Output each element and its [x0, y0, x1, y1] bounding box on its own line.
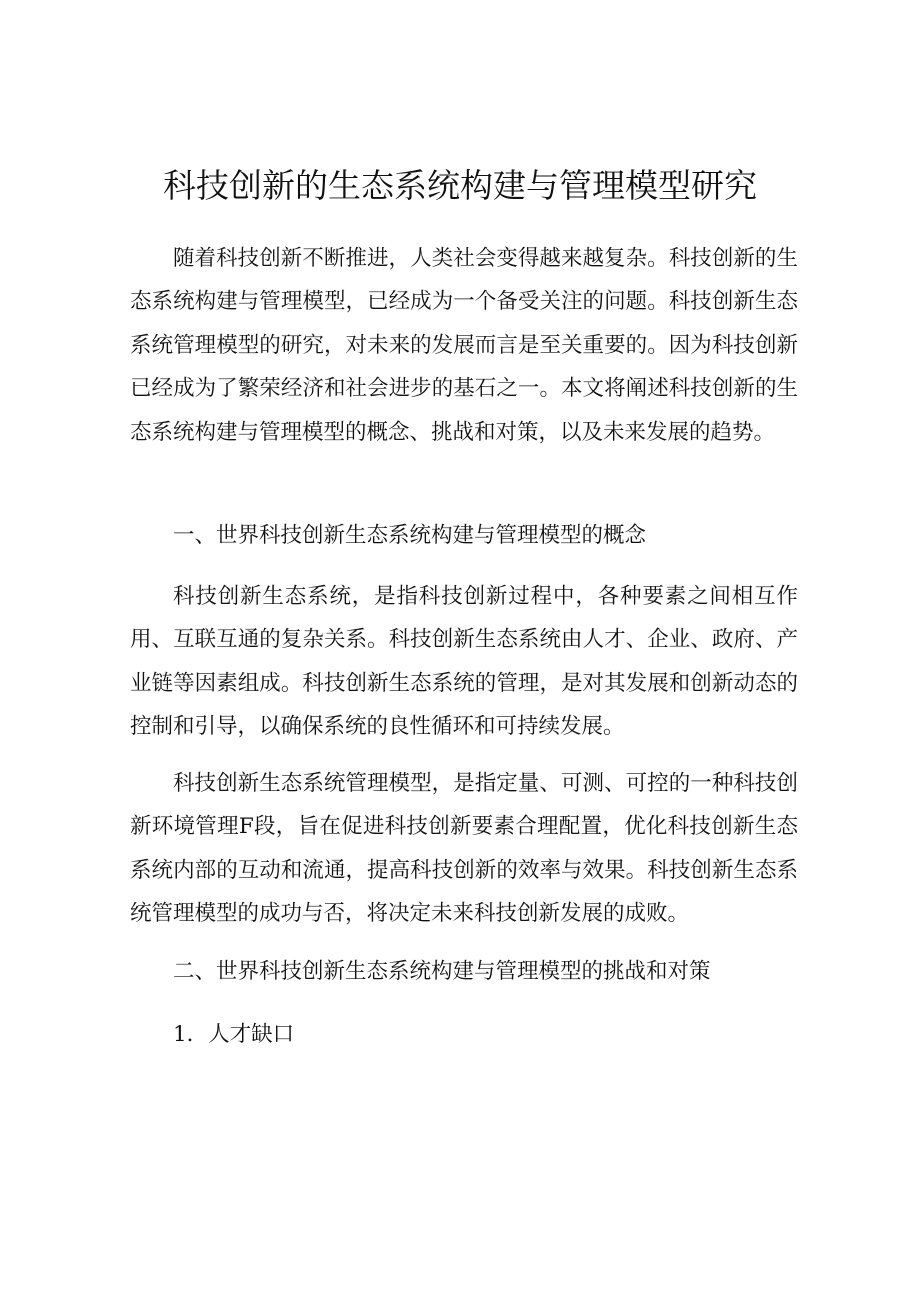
intro-paragraph: 随着科技创新不断推进，人类社会变得越来越复杂。科技创新的生态系统构建与管理模型，已经成为一个备受关注的问题。科技创新生态系统管理模型的研究，对未来的发展而言是至关重要的。因为科技创新已经成为了繁荣经济和社会进步的基石之一。本文将阐述科技创新的生态系统构建与管理模型的概念、挑战和对策，以及未来发展的趋势。: [130, 246, 798, 445]
section-heading-1: 一、世界科技创新生态系统构建与管理模型的概念: [173, 523, 647, 548]
subsection-heading-1: 1．人才缺口: [173, 1022, 295, 1047]
document-title: 科技创新的生态系统构建与管理模型研究: [163, 166, 757, 205]
section-heading-2: 二、世界科技创新生态系统构建与管理模型的挑战和对策: [173, 959, 711, 984]
section1-paragraph-2: 科技创新生态系统管理模型，是指定量、可测、可控的一种科技创新环境管理F段，旨在促进科技创新要素合理配置，优化科技创新生态系统内部的互动和流通，提高科技创新的效率与效果。科技创新生态系统管理模型的成功与否，将决定未来科技创新发展的成败。: [130, 771, 798, 927]
section1-paragraph-1: 科技创新生态系统，是指科技创新过程中，各种要素之间相互作用、互联互通的复杂关系。科技创新生态系统由人才、企业、政府、产业链等因素组成。科技创新生态系统的管理，是对其发展和创新动态的控制和引导，以确保系统的良性循环和可持续发展。: [130, 584, 798, 740]
